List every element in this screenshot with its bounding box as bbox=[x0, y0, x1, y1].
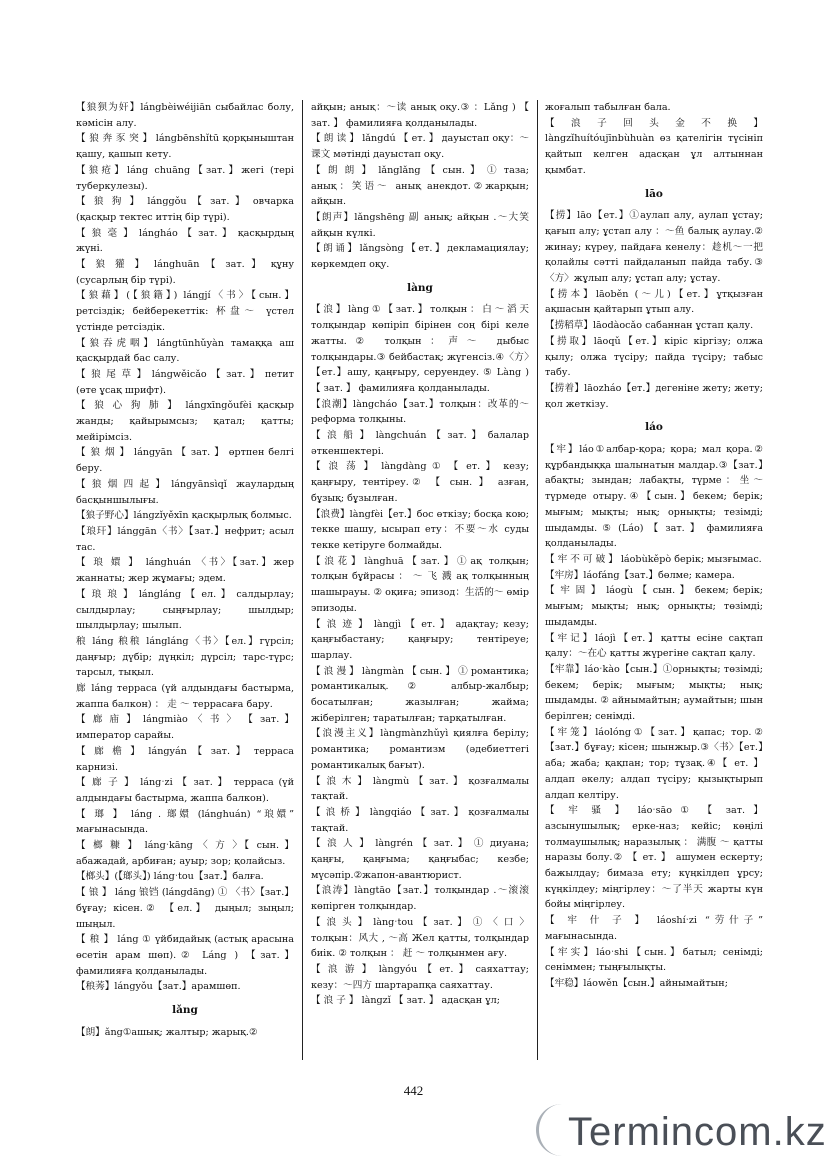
dictionary-entry: 【 稂 】 láng ① үйбидайық (астық арасына өсетін арам шөп).② Láng ) 【зат.】фамилияға қолданылады. bbox=[76, 934, 294, 977]
dictionary-entry: 【狼吞虎咽】lángtūnhǔyàn тамаққа аш қасқырдай бас салу. bbox=[76, 337, 294, 365]
dictionary-entry: 【浪潮】làngcháo【зат.】толқын：改革的～ реформа толқыны. bbox=[311, 398, 529, 426]
dictionary-entry: 【 浪 人 】 làngrén 【 зат. 】 ① диуана; қаңғы, қаңғыма; қаңғыбас; кезбе; мүсәпір.②жапон-авантюрист. bbox=[311, 838, 529, 881]
dictionary-entry: 【牢】láo①албар-қора; қора; мал қора.② құрбандыққа шалынатын малдар.③【зат.】абақты; зындан; лабақты, түрме：坐～ түрмеде отыру.④【сын.】бекем; берік; мығым; мықты; нық; орнықты; тезімді; шыдамды. ⑤ (Láo) 【 зат. 】 фамилияға қолданылады. bbox=[545, 444, 763, 550]
dictionary-entry: 【 廊 庙 】 lángmiào 〈 书 〉 【 зат. 】 император сарайы. bbox=[76, 714, 294, 742]
dictionary-entry: 【琅玕】lánggān〈书〉【зат.】нефрит; асыл тас. bbox=[76, 525, 294, 553]
section-heading: làng bbox=[407, 281, 433, 294]
dictionary-entry: 【朗声】lǎngshēng 副 анық; айқын .～大笑 айқын күлкі. bbox=[311, 211, 529, 239]
dictionary-entry: 【捞稻草】lāodàocǎo сабаннан ұстап қалу. bbox=[545, 320, 754, 332]
dictionary-entry: 【 朗 读 】 lǎngdú 【 ет. 】 дауыстап оқу：～课文 мәтінді дауыстап оқу. bbox=[311, 133, 529, 161]
dictionary-column-2 bbox=[311, 100, 529, 1009]
dictionary-entry: 【 浪 子 回 头 金 不 换 】 làngzǐhuítóujīnbùhuàn өз қателігін түсініп қайтып келген адасқан ұл алтыннан қымбат. bbox=[545, 117, 763, 176]
dictionary-entry: 【 牢 什 子 】 láoshíˑzi “劳什子” мағынасында. bbox=[545, 915, 763, 942]
dictionary-entry: 【狼狈为奸】lángbèiwéijiān сыбайлас болу, кәмісін алу. bbox=[76, 102, 294, 129]
logo-swoosh-icon bbox=[536, 1104, 567, 1156]
dictionary-entry: 【浪涛】làngtāo【зат.】толқындар .～滚滚 көпірген толқындар. bbox=[311, 885, 529, 913]
dictionary-entry: 【 朗 朗 】 lǎnglǎng 【 сын. 】 ① таза; анық：笑语～ анық анекдот.②жарқын; айқын. bbox=[311, 164, 529, 208]
dictionary-entry: 【浪漫主义】làngmànzhǔyì қиялға берілу; романтика; романтизм (әдебиеттегі романтикалық бағыт). bbox=[311, 728, 529, 771]
dictionary-entry: 【牢靠】láoˑkào【сын.】①орнықты; төзімді; бекем; берік; мығым; мықты; нық; шыдамды. ② айнымайтын; аумайтын; шын берілген; сенімді. bbox=[545, 663, 763, 723]
dictionary-entry: 【稂莠】lángyǒu【зат.】арамшөп. bbox=[76, 981, 241, 993]
page-number: 442 bbox=[403, 1083, 424, 1098]
logo-text: Termincom.kz bbox=[568, 1110, 827, 1154]
dictionary-entry: 【狼子野心】lángzǐyěxīn қасқырлық болмыс. bbox=[76, 510, 292, 522]
dictionary-entry: 【牢笼】láolóng①【зат.】қапас; тор.②【зат.】бұғау; кісен; шынжыр.③〈书〉【ет.】аба; жаба; қақпан; тор; тұзақ.④【 ет. 】 алдап әкелу; алдап түсіру; қызықтырып алдап келтіру. bbox=[545, 726, 763, 801]
dictionary-entry: 【牢房】láofáng【зат.】бөлме; камера. bbox=[545, 569, 735, 581]
dictionary-entry: айқын; анық：～读 анық оқу.③ ：Lǎng ) 【 зат. 】 фамилияға қолданылады. bbox=[311, 102, 529, 129]
section-heading: láo bbox=[645, 421, 663, 434]
dictionary-entry: 【 榔 糠 】 lángˑkāng 〈 方 〉【 сын. 】 абажадай, арбиған; ауыр; зор; қолайсыз. bbox=[76, 840, 294, 867]
termincom-logo bbox=[530, 1100, 827, 1160]
dictionary-entry: 【牢记】láojì【ет.】қатты есіне сақтап қалу：～在心 қатты жүрегіне сақтап қалу. bbox=[545, 632, 763, 660]
dictionary-entry: 【朗】ǎng①ашық; жалтыр; жарық.② bbox=[76, 1026, 258, 1038]
dictionary-entry: 【狼疮】láng chuāng【зат.】жегі (тері туберкулезы). bbox=[76, 164, 294, 192]
dictionary-entry: 廊 láng терраса (үй алдындағы бастырма, жаппа балкон) ： 走 ～ террасаға бару. bbox=[76, 683, 294, 710]
dictionary-entry: 【牢稳】láowěn【сын.】айнымайтын; bbox=[545, 977, 728, 989]
dictionary-entry: 【浪漫】làngmàn【сын.】①романтика; романтикалық. ② албыр-жалбыр; босатылған; жазылған; жайма; жіберілген; таратылған; тарқатылған. bbox=[311, 665, 529, 724]
dictionary-entry: 【 浪 游 】 làngyóu 【 ет. 】 саяхаттау; кезу：～四方 шартарапқа саяхаттау. bbox=[311, 963, 529, 991]
dictionary-entry: 【狼烟四起】lángyānsìqǐ жаулардың басқыншылығы. bbox=[76, 478, 294, 506]
dictionary-entry: 【 浪 子 】 làngzǐ 【 зат. 】 адасқан ұл; bbox=[311, 995, 500, 1007]
dictionary-entry: 稂 láng 稂稂 lángláng〈书〉【ел.】гүрсіл; даңғыр; дүбір; дүңкіл; дүрсіл; тарс-түрс; тарсыл, тықыл. bbox=[76, 635, 294, 679]
dictionary-entry: 【 廊 子 】 lángˑzi 【 зат. 】 терраса (үй алдындағы бастырма, жаппа балкон). bbox=[76, 777, 294, 804]
dictionary-entry: 【浪费】làngfèi【ет.】бос өткізу; босқа кою; текке шашу, ысырап ету：不要～水 суды текке кетіруге болмайды. bbox=[311, 508, 529, 551]
dictionary-column-3 bbox=[545, 100, 763, 992]
dictionary-entry: 【 牢 固 】 láogù 【 сын. 】 бекем; берік; мығым; мықты; нық; орнықты; төзімді; шыдамды. bbox=[545, 585, 763, 628]
column-divider bbox=[302, 100, 303, 1060]
section-heading: lǎng bbox=[172, 1004, 198, 1017]
dictionary-entry: 【 浪 桥 】 làngqiáo 【 зат. 】 қозғалмалы тақтай. bbox=[311, 806, 529, 834]
dictionary-entry: 【浪花】lànghuā【зат.】①ақ толқын; толқын бұйрасы ： ～ 飞 溅 ақ толқынның шашырауы. ② оқиға; эпизод：生活的～ өмір эпизоды. bbox=[311, 555, 529, 614]
dictionary-entry: 【 浪 荡 】 làngdàng ① 【 ет. 】 кезу; қаңғыру, тентіреу.② 【 сын. 】 азған, бұзық; бұзылған. bbox=[311, 461, 529, 504]
dictionary-entry: 【 狼 獾 】 lánghuān 【 зат. 】 құну (сусарлың бір түрі). bbox=[76, 259, 294, 286]
dictionary-entry: 【 狼 烟 】 lángyān 【 зат. 】 өртпен белгі беру. bbox=[76, 447, 294, 475]
dictionary-entry: 【 廊 檐 】 lángyán 【 зат. 】 терраса карнизі. bbox=[76, 745, 294, 773]
column-divider bbox=[537, 100, 538, 1060]
dictionary-entry: 【 狼 奔 豕 突 】 lángbēnshǐtū қорқыныштан қашу, қашып кету. bbox=[76, 133, 294, 161]
dictionary-entry: 【捞本】lāoběn (～儿)【ет.】ұтқызған ақшасын қайтарып ұтып алу. bbox=[545, 288, 763, 316]
dictionary-entry: 【 浪 迹 】 làngjì 【 ет. 】 адақтау; кезу; қаңғыбастану; қаңғыру; тентіреуе; шарлау. bbox=[311, 618, 529, 661]
dictionary-entry: 【 浪 木 】 làngmù 【 зат. 】 қозғалмалы тақтай. bbox=[311, 775, 529, 803]
dictionary-entry: 【 浪 船 】 làngchuán 【 зат. 】 балалар әткеншектері. bbox=[311, 430, 529, 457]
dictionary-entry: 【捞】lāo【ет.】①аулап алу, аулап ұстау; қағып алу; ұстап алу ：～鱼 балық аулау.② жинау; күреу, пайдаға кенелу：趁机～一把 қолайлы сәтті пайдаланып пайда табу.③〈方〉жұлып алу; ұстап алу; ұстау. bbox=[545, 210, 763, 285]
dictionary-entry: 【捞取】lāoqǔ【ет.】кіріс кіргізу; олжа қылу; олжа түсіру; пайда түсіру; табыс табу. bbox=[545, 335, 763, 379]
dictionary-entry: 【捞着】lāozháo【ет.】дегеніне жету; жету; қол жеткізу. bbox=[545, 382, 763, 410]
section-heading: lāo bbox=[645, 187, 663, 200]
dictionary-column-1 bbox=[76, 100, 294, 1040]
dictionary-entry: 【浪】làng①【зат.】толқын：白～滔天 толқындар көпіріп бірінен соң бірі келе жатты.② толқын：声～ дыбыс толқындары.③ бейбастақ; жүгенсіз.④〈方〉【ет.】ашу, қаңғыру, серуендеу. ⑤ Làng ) 【 зат. 】 фамилияға қолданылады. bbox=[311, 304, 529, 394]
dictionary-entry: 【 锒 】 láng 锒铛 (lángdāng) ① 〈书〉【зат.】бұғау; кісен.② 【ел.】 дыңыл; зыңыл; шыңыл. bbox=[76, 887, 294, 930]
dictionary-entry: 【 浪 头 】 làngˑtou 【 зат. 】 ① 〈 口 〉 толқын：风大 , ～高 Жел қатты, толқындар биік. ② толқын ： 赶 ～ толқынмен ағу. bbox=[311, 916, 529, 960]
dictionary-entry: 【榔头】(【瑯头】) lángˑtou【зат.】балға. bbox=[76, 871, 264, 883]
dictionary-entry: 【 牢 不 可 破 】 láobùkěpò берік; мызғымас. bbox=[545, 553, 762, 565]
dictionary-entry: жоғалып табылған бала. bbox=[545, 102, 671, 113]
dictionary-entry: 【 琅 嬛 】 lánghuán 〈书〉【зат.】жер жаннаты; жер жұмағы; эдем. bbox=[76, 557, 294, 585]
dictionary-entry: 【 狼 心 狗 肺 】 lángxīngǒufèi қасқыр жанды; қайырымсыз; қатал; қатты; мейірімсіз. bbox=[76, 400, 294, 443]
dictionary-entry: 【 牢 骚 】 láoˑsāo ① 【 зат. 】 азсынушылық; ерке-наз; кейіс; көңілі толмаушылық; наразылық ： 满腹 ～ қатты наразы болу.② 【 ет. 】 ашумен ескерту; бажылдау; бимаза ету; күңкілдеп ұрсу; күңкілдеу; міңгірлеу：～了半天 жарты күн бойы міңгірлеу. bbox=[545, 805, 763, 911]
dictionary-entry: 【朗诵】lǎngsòng【ет.】декламациялау; көркемдеп оқу. bbox=[311, 243, 529, 271]
dictionary-entry: 【 琅 琅 】 lángláng 【 ел. 】 салдырлау; сылдырлау; сыңғырлау; шылдыр; шылдырлау; шылып. bbox=[76, 588, 294, 632]
dictionary-entry: 【牢实】láoˑshi【сын.】батыл; сенімді; сеніммен; тыңғылықты. bbox=[545, 946, 763, 974]
dictionary-entry: 【 瑯 】 láng . 瑯嬛 (lánghuán) “琅嬛” мағынасында. bbox=[76, 808, 294, 836]
dictionary-entry: 【 狼 狗 】 lánggǒu 【 зат. 】 овчарка (қасқыр тектес иттің бір түрі). bbox=[76, 196, 294, 223]
dictionary-entry: 【 狼 毫 】 lángháo 【 зат. 】 қасқырдың жүні. bbox=[76, 227, 294, 255]
dictionary-entry: 【 狼 尾 草 】 lángwěicǎo 【 зат. 】 петит (өте ұсақ шрифт). bbox=[76, 368, 294, 396]
dictionary-entry: 【狼藉】(【狼籍】) lángjí〈书〉【сын.】ретсіздік; бейберекеттік: 杯盘～ үстел үстінде ретсіздік. bbox=[76, 290, 294, 333]
